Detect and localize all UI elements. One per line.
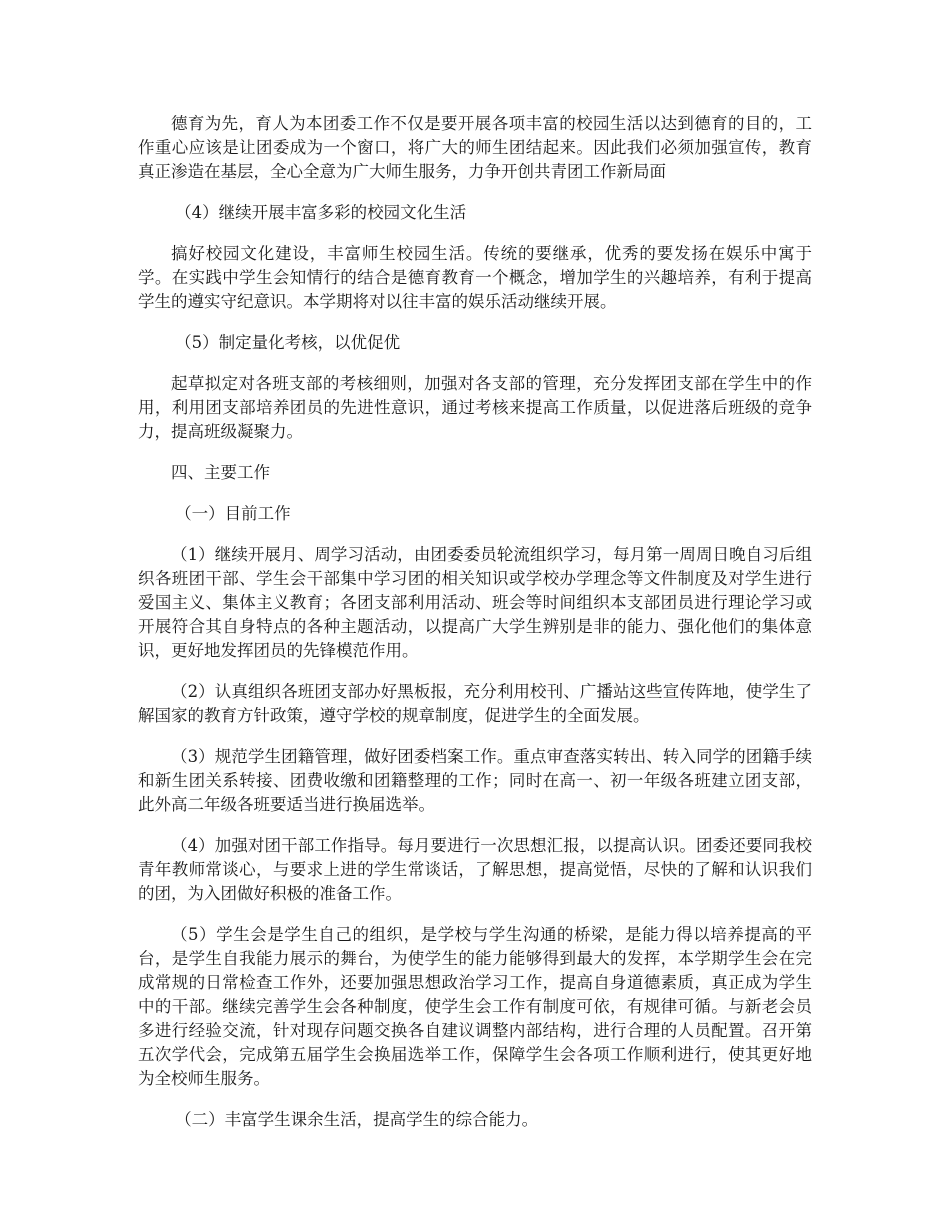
heading-campus-culture: （4）继续开展丰富多彩的校园文化生活 (175, 203, 467, 222)
paragraph-cadre-guidance: （4）加强对团干部工作指导。每月要进行一次思想汇报，以提高认识。团委还要同我校青年教师常谈心，与要求上进的学生常谈话，了解思想，提高觉悟，尽快的了解和认识我们的团，为入团做好积极的准备工作。 (138, 836, 812, 903)
paragraph-study-activities: （1）继续开展月、周学习活动，由团委委员轮流组织学习，每月第一周周日晚自习后组织各班团干部、学生会干部集中学习团的相关知识或学校办学理念等文件制度及对学生进行爱国主义、集体主义教育；各团支部利用活动、班会等时间组织本支部团员进行理论学习或开展符合其自身特点的各种主题活动，以提高广大学生辨别是非的能力、强化他们的集体意识，更好地发挥团员的先锋模范作用。 (138, 545, 812, 660)
paragraph-moral-education: 德育为先，育人为本团委工作不仅是要开展各项丰富的校园生活以达到德育的目的，工作重心应该是让团委成为一个窗口，将广大的师生团结起来。因此我们必须加强宣传，教育真正渗造在基层，全心全意为广大师生服务，力争开创共青团工作新局面 (138, 114, 812, 181)
heading-main-work: 四、主要工作 (171, 463, 270, 482)
heading-current-work: （一）目前工作 (175, 504, 291, 523)
paragraph-membership: （3）规范学生团籍管理，做好团委档案工作。重点审查落实转出、转入同学的团籍手续和新生团关系转接、团费收缴和团籍整理的工作；同时在高一、初一年级各班建立团支部，此外高二年级各班要适当进行换届选举。 (138, 747, 812, 814)
heading-quantitative-assessment: （5）制定量化考核，以优促优 (175, 333, 401, 352)
paragraph-campus-culture: 搞好校园文化建设，丰富师生校园生活。传统的要继承，优秀的要发扬在娱乐中寓于学。在实践中学生会知情行的结合是德育教育一个概念，增加学生的兴趣培养，有利于提高学生的遵实守纪意识。本学期将对以往丰富的娱乐活动继续开展。 (138, 244, 812, 311)
paragraph-student-union: （5）学生会是学生自己的组织，是学校与学生沟通的桥梁，是能力得以培养提高的平台，是学生自我能力展示的舞台，为使学生的能力能够得到最大的发挥，本学期学生会在完成常规的日常检查工作外，还要加强思想政治学习工作，提高自身道德素质，真正成为学生中的干部。继续完善学生会各种制度，使学生会工作有制度可依，有规律可循。与新老会员多进行经验交流，针对现存问题交换各自建议调整内部结构，进行合理的人员配置。召开第五次学代会，完成第五届学生会换届选举工作，保障学生会各项工作顺利进行，使其更好地为全校师生服务。 (138, 925, 812, 1088)
paragraph-blackboard: （2）认真组织各班团支部办好黑板报，充分利用校刊、广播站这些宣传阵地，使学生了解国家的教育方针政策，遵守学校的规章制度，促进学生的全面发展。 (138, 682, 812, 725)
heading-extracurricular: （二）丰富学生课余生活，提高学生的综合能力。 (175, 1110, 539, 1129)
document-page (138, 112, 812, 1149)
paragraph-assessment: 起草拟定对各班支部的考核细则，加强对各支部的管理，充分发挥团支部在学生中的作用，利用团支部培养团员的先进性意识，通过考核来提高工作质量，以促进落后班级的竞争力，提高班级凝聚力。 (138, 374, 812, 441)
